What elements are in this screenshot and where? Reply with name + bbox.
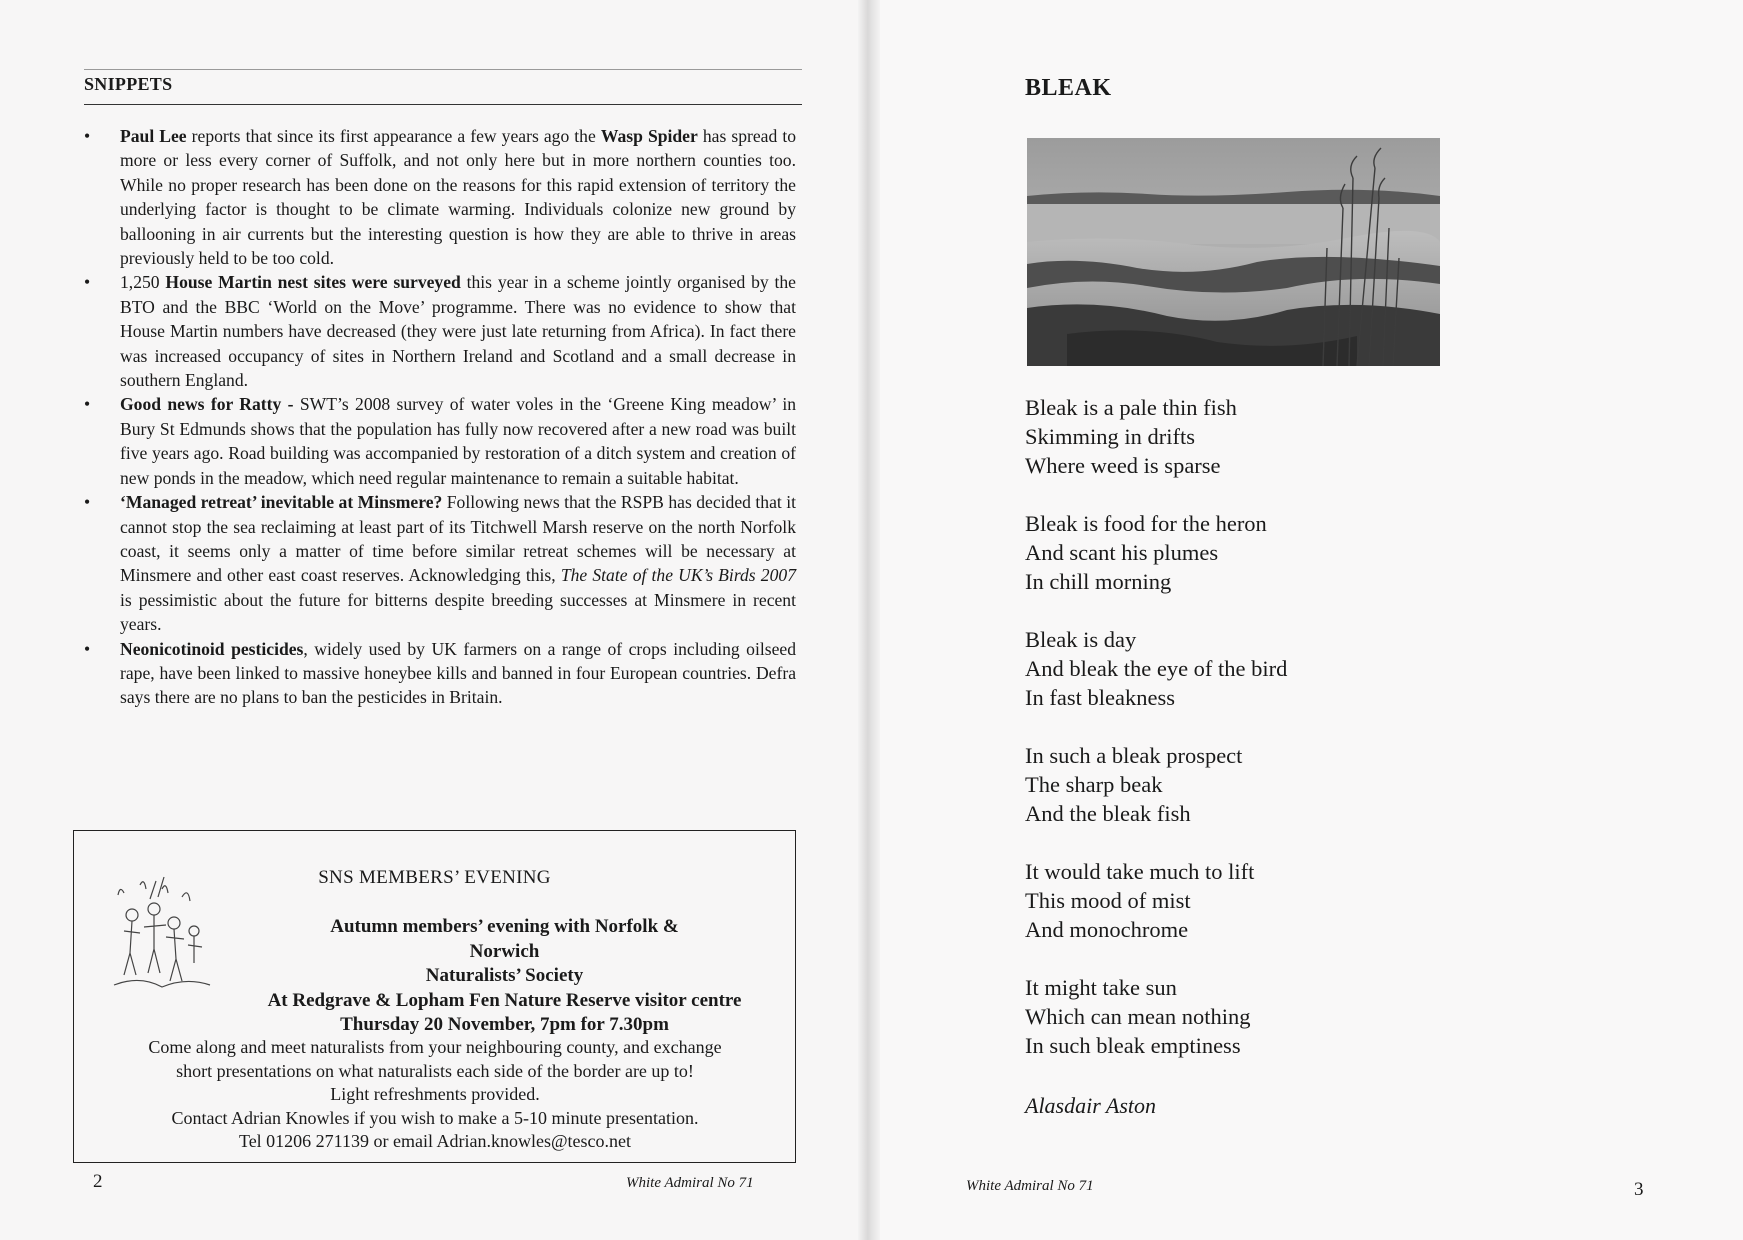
poem-line: And monochrome	[1025, 917, 1189, 942]
event-title: SNS MEMBERS’ EVENING	[318, 867, 551, 888]
marsh-photo	[1027, 138, 1440, 366]
event-body-line: Light refreshments provided.	[330, 1084, 540, 1104]
poem-line: Which can mean nothing	[1025, 1004, 1251, 1029]
snippet-text: this year in a scheme jointly organised by the BTO and the BBC ‘World on the Move’ programme. There was no evidence to show that House Martin numbers have decreased (they were just late returning from Africa). In fact there was increased occupancy of sites in Northern Ireland and Scotland and a small decrease in southern England.	[120, 272, 796, 391]
stanza	[1025, 973, 1445, 1060]
page-number-right: 3	[1634, 1179, 1644, 1200]
stanza	[1025, 857, 1445, 944]
snippets-list	[84, 124, 796, 710]
poem-line: Bleak is a pale thin fish	[1025, 395, 1237, 420]
snippet-text: has spread to more or less every corner of Suffolk, and not only here but in more northern counties too. While no proper research has been done on the reasons for this rapid extension of territory the underlying factor is thought to be climate warming. Individuals colonize new ground by ballooning in air currents but the interesting question is how they are able to thrive in areas previously held to be too cold.	[120, 126, 797, 269]
snippet-lead: Good news for Ratty -	[120, 394, 294, 415]
stanza	[1025, 393, 1445, 480]
snippet-text: SWT’s 2008 survey of water voles in the ‘Greene King meadow’ in Bury St Edmunds shows that the population has fully now recovered after a new road was built five years ago. Road building was accompanied by restoration of a ditch system and creation of new ponds in the meadow, which need regular maintenance to remain a suitable habitat.	[120, 394, 797, 488]
poem-line: And bleak the eye of the bird	[1025, 656, 1288, 681]
event-contact: Tel 01206 271139 or email Adrian.knowles@tesco.net	[238, 1131, 632, 1151]
event-body-line: Contact Adrian Knowles if you wish to make a 5-10 minute presentation.	[171, 1107, 699, 1128]
snippet-lead: House Martin nest sites were surveyed	[165, 272, 461, 293]
snippet-ratty	[84, 392, 796, 490]
members-evening-box	[73, 830, 796, 1163]
snippet-lead: ‘Managed retreat’ inevitable at Minsmere?	[120, 492, 443, 513]
page-number-left: 2	[93, 1171, 103, 1192]
snippet-pre: 1,250	[120, 272, 166, 293]
snippet-lead: Paul Lee	[120, 126, 187, 146]
event-description	[88, 1036, 782, 1154]
event-details	[267, 915, 742, 1038]
bullet: •	[84, 492, 91, 513]
event-body-line: Come along and meet naturalists from your neighbouring county, and exchange	[148, 1037, 722, 1057]
poem-line: The sharp beak	[1025, 772, 1163, 797]
section-title: SNIPPETS	[84, 74, 173, 94]
bullet: •	[84, 394, 91, 415]
magazine-footer-left: White Admiral No 71	[626, 1175, 754, 1191]
naturalists-group-illustration	[110, 875, 214, 997]
poem-body	[1025, 393, 1445, 1089]
stanza	[1025, 625, 1445, 712]
snippet-text: is pessimistic about the future for bitterns despite breeding successes at Minsmere in recent years.	[120, 589, 796, 635]
snippet-neonicotinoid	[84, 637, 796, 710]
event-datetime: Thursday 20 November, 7pm for 7.30pm	[340, 1014, 669, 1035]
bullet: •	[84, 272, 91, 293]
poem-line: Where weed is sparse	[1025, 453, 1221, 478]
snippet-wasp-spider	[84, 124, 796, 270]
poem-line: And scant his plumes	[1025, 540, 1219, 565]
event-line: Autumn members’ evening with Norfolk & Norwich	[330, 916, 679, 962]
poem-line: In such bleak emptiness	[1025, 1033, 1241, 1058]
poem-author: Alasdair Aston	[1025, 1093, 1157, 1118]
stanza	[1025, 509, 1445, 596]
poem-line: Skimming in drifts	[1025, 424, 1196, 449]
header-rule	[84, 104, 802, 105]
poem-line: In such a bleak prospect	[1025, 743, 1243, 768]
event-venue: At Redgrave & Lopham Fen Nature Reserve visitor centre	[267, 989, 742, 1011]
event-line: Naturalists’ Society	[425, 965, 584, 986]
magazine-footer-right: White Admiral No 71	[966, 1178, 1094, 1194]
poem-line: It might take sun	[1025, 975, 1177, 1000]
poem-line: In fast bleakness	[1025, 685, 1175, 710]
snippet-text: reports that since its first appearance a few years ago the	[186, 126, 601, 146]
snippet-publication-title: The State of the UK’s Birds 2007	[560, 565, 796, 586]
snippet-text: Following news that the RSPB has decided that it cannot stop the sea reclaiming at least part of its Titchwell Marsh reserve on the north Norfolk coast, it seems only a matter of time before similar retreat schemes will be necessary at Minsmere and other east coast reserves. Acknowledging this,	[120, 492, 796, 586]
event-body-line: short presentations on what naturalists each side of the border are up to!	[176, 1060, 694, 1081]
poem-line: This mood of mist	[1025, 888, 1191, 913]
poem-line: Bleak is food for the heron	[1025, 511, 1267, 536]
poem-line: It would take much to lift	[1025, 859, 1255, 884]
bullet: •	[84, 638, 91, 659]
poem-line: And the bleak fish	[1025, 801, 1191, 826]
snippet-house-martin	[84, 270, 796, 392]
snippet-text: , widely used by UK farmers on a range of crops including oilseed rape, have been linked to massive honeybee kills and banned in four European countries. Defra says there are no plans to ban the pesticides in Britain.	[120, 638, 796, 708]
poem-line: In chill morning	[1025, 569, 1172, 594]
snippet-lead: Neonicotinoid pesticides	[120, 638, 304, 659]
poem-title: BLEAK	[1025, 75, 1112, 101]
header-top-rule	[84, 69, 802, 70]
snippet-minsmere	[84, 490, 796, 636]
section-header	[84, 66, 802, 106]
poem-line: Bleak is day	[1025, 627, 1137, 652]
stanza	[1025, 741, 1445, 828]
book-gutter	[858, 0, 880, 1240]
bullet: •	[84, 126, 91, 146]
snippet-bold: Wasp Spider	[600, 126, 698, 146]
